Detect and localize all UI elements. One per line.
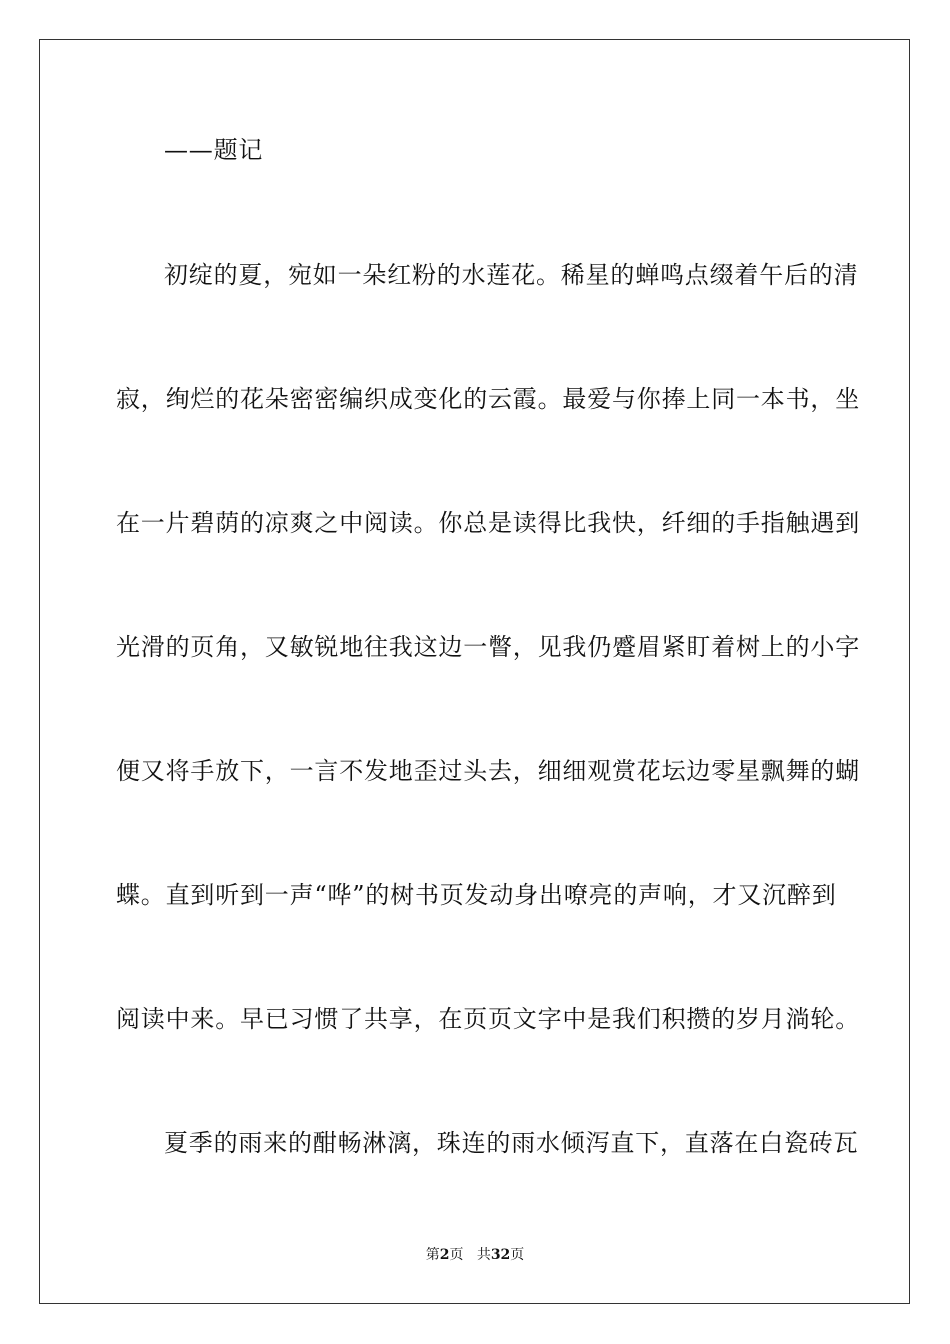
total-pages: 32	[490, 1247, 511, 1263]
total-prefix: 共	[476, 1247, 491, 1263]
text-line-2: 寂，绚烂的花朵密密编织成变化的云霞。最爱与你捧上同一本书，坐	[116, 385, 860, 413]
text-line-4: 光滑的页角，又敏锐地往我这边一瞥，见我仍蹙眉紧盯着树上的小字	[116, 633, 860, 661]
page-suffix: 页	[449, 1247, 464, 1263]
text-line-7: 阅读中来。早已习惯了共享，在页页文字中是我们积攒的岁月淌轮。	[116, 1005, 860, 1033]
total-suffix: 页	[510, 1247, 525, 1263]
text-line-8: 夏季的雨来的酣畅淋漓，珠连的雨水倾泻直下，直落在白瓷砖瓦	[164, 1129, 859, 1157]
page-frame	[39, 39, 910, 1304]
page-prefix: 第	[425, 1247, 440, 1263]
page-number: 2	[439, 1247, 450, 1263]
text-line-5: 便又将手放下，一言不发地歪过头去，细细观赏花坛边零星飘舞的蝴	[116, 757, 860, 785]
text-line-6: 蝶。直到听到一声“哗”的树书页发动身出嘹亮的声响，才又沉醉到	[116, 881, 837, 909]
epigraph: ——题记	[164, 136, 264, 164]
text-line-3: 在一片碧荫的凉爽之中阅读。你总是读得比我快，纤细的手指触遇到	[116, 509, 860, 537]
page-footer	[0, 1246, 950, 1264]
text-line-1: 初绽的夏，宛如一朵红粉的水莲花。稀星的蝉鸣点缀着午后的清	[164, 261, 859, 289]
